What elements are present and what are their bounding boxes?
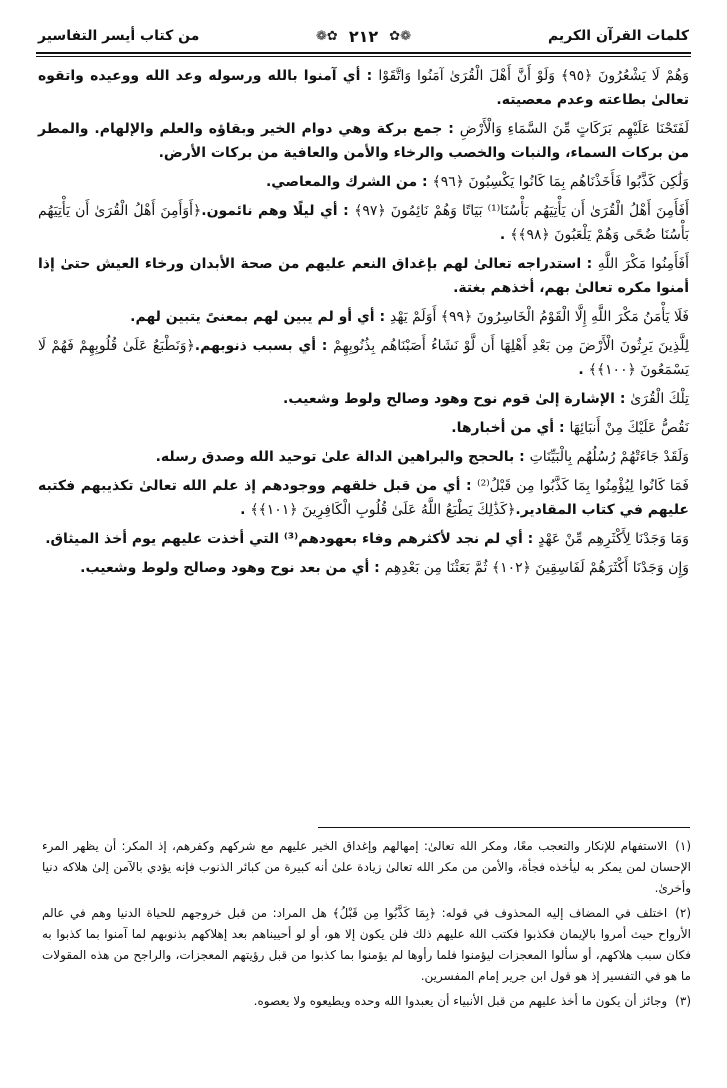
quran-phrase: لِلَّذِينَ يَرِثُونَ الْأَرْضَ مِن بَعْدِ أَهْلِهَا أَن لَّوْ نَشَاءُ أَصَبْنَاهُم بِذُنُوبِهِمْ bbox=[333, 338, 689, 354]
explanation: : أي ليلًا وهم نائمون. bbox=[201, 203, 355, 219]
quran-phrase: أَفَأَمِنَ أَهْلُ الْقُرَىٰ أَن يَأْتِيَهُم بَأْسُنَا⁽¹⁾ بَيَاتًا وَهُمْ نَائِمُونَ ﴿٩٧﴾ bbox=[354, 203, 689, 219]
quran-phrase: فَلَا يَأْمَنُ مَكْرَ اللَّهِ إِلَّا الْقَوْمُ الْخَاسِرُونَ ﴿٩٩﴾ أَوَلَمْ يَهْدِ bbox=[389, 309, 689, 325]
entry bbox=[38, 556, 689, 580]
entry bbox=[38, 387, 689, 411]
quran-phrase: نَقُصُّ عَلَيْكَ مِنْ أَنبَائِهَا bbox=[569, 420, 689, 436]
entry bbox=[38, 334, 689, 382]
entry bbox=[38, 305, 689, 329]
entry bbox=[38, 445, 689, 469]
footnote bbox=[42, 991, 691, 1012]
left-ornament-icon: ❁✿ bbox=[315, 29, 338, 44]
explanation: : أي لم نجد لأكثرهم وفاء بعهودهم⁽³⁾ التي أخذت عليهم يوم أخذ الميثاق. bbox=[45, 531, 539, 547]
quran-phrase: تِلْكَ الْقُرَىٰ bbox=[630, 391, 689, 407]
header-left-title: من كتاب أيسر التفاسير bbox=[38, 28, 200, 44]
quran-phrase: وَلَقَدْ جَاءَتْهُمْ رُسُلُهُم بِالْبَيِّنَاتِ bbox=[529, 449, 689, 465]
header-divider-thin bbox=[36, 56, 691, 57]
entry bbox=[38, 170, 689, 194]
quran-phrase-continued: ﴿كَذَٰلِكَ يَطْبَعُ اللَّهُ عَلَىٰ قُلُوبِ الْكَافِرِينَ ﴿١٠١﴾﴾ bbox=[250, 502, 516, 518]
page-number: ٢١٢ bbox=[348, 27, 379, 46]
explanation: : استدراجه تعالىٰ لهم بإغداق النعم عليهم من صحة الأبدان ورخاء العيش حتىٰ إذا أمنوا مكره تعالىٰ بهم، أخذهم بغتة. bbox=[38, 256, 689, 296]
explanation: : أي من بعد نوح وهود وصالح ولوط وشعيب. bbox=[80, 560, 385, 576]
entry bbox=[38, 252, 689, 300]
quran-phrase: أَفَأَمِنُوا مَكْرَ اللَّهِ bbox=[597, 256, 689, 272]
quran-phrase: وَإِن وَجَدْنَا أَكْثَرَهُمْ لَفَاسِقِينَ ﴿١٠٢﴾ ثُمَّ بَعَثْنَا مِن بَعْدِهِم bbox=[384, 560, 689, 576]
entry bbox=[38, 199, 689, 247]
footnote-number: (٢) bbox=[675, 906, 691, 920]
quran-phrase: وَلَٰكِن كَذَّبُوا فَأَخَذْنَاهُم بِمَا كَانُوا يَكْسِبُونَ ﴿٩٦﴾ bbox=[432, 174, 689, 190]
quran-phrase: فَمَا كَانُوا لِيُؤْمِنُوا بِمَا كَذَّبُوا مِن قَبْلُ⁽²⁾ bbox=[477, 478, 689, 494]
header-right-title: كلمات القرآن الكريم bbox=[547, 28, 689, 44]
right-ornament-icon: ✿❁ bbox=[389, 29, 412, 44]
quran-phrase-continued: ﴿وَنَطْبَعُ عَلَىٰ قُلُوبِهِمْ فَهُمْ لَا يَسْمَعُونَ ﴿١٠٠﴾﴾ bbox=[38, 338, 689, 378]
explanation: : الإشارة إلىٰ قوم نوح وهود وصالح ولوط وشعيب. bbox=[283, 391, 631, 407]
footnote-text: وجائز أن يكون ما أخذ عليهم من قبل الأنبياء أن يعبدوا الله وحده ويطيعوه ولا يعصوه. bbox=[253, 994, 668, 1008]
explanation-continued: . bbox=[578, 362, 589, 378]
quran-phrase: وَهُمْ لَا يَشْعُرُونَ ﴿٩٥﴾ وَلَوْ أَنَّ أَهْلَ الْقُرَىٰ آمَنُوا وَاتَّقَوْا bbox=[378, 68, 690, 84]
explanation: : أي آمنوا بالله ورسوله وعد الله ووعيده واتقوه تعالىٰ بطاعته وعدم معصيته. bbox=[38, 68, 689, 108]
main-text bbox=[38, 64, 689, 585]
explanation-continued: . bbox=[240, 502, 251, 518]
footnote-number: (٣) bbox=[675, 994, 691, 1008]
explanation: : من الشرك والمعاصي. bbox=[265, 174, 433, 190]
footnotes bbox=[42, 836, 691, 1016]
footnote bbox=[42, 836, 691, 899]
explanation: : أي من قبل خلقهم ووجودهم إذ علم الله تعالىٰ تكذيبهم فكتبه عليهم في كتاب المقادير. bbox=[38, 478, 689, 518]
entry bbox=[38, 527, 689, 551]
header-divider bbox=[36, 52, 691, 54]
footnote-text: الاستفهام للإنكار والتعجب معًا، ومكر الله تعالىٰ: إمهالهم وإغداق الخير عليهم مع شركهم وكفرهم، إذ المكر: أن يظهر المرء الإحسان لمن يمكر به ليأخذه فجأة، والأمن من مكر الله تعالىٰ زيادة علىٰ أنه كبيرة من كبائر الذنوب فإنه يؤدي بالآمن إلىٰ هلاكه دنيا وأخرىٰ. bbox=[42, 839, 691, 895]
explanation: : أي من أخبارها. bbox=[451, 420, 570, 436]
quran-phrase: وَمَا وَجَدْنَا لِأَكْثَرِهِم مِّنْ عَهْدٍ bbox=[538, 531, 689, 547]
explanation-continued: . bbox=[499, 227, 511, 243]
quran-phrase-continued: ﴿أَوَأَمِنَ أَهْلُ الْقُرَىٰ أَن يَأْتِيَهُم بَأْسُنَا ضُحًى وَهُمْ يَلْعَبُونَ ﴿٩٨﴾﴾ bbox=[38, 203, 689, 243]
explanation: : جمع بركة وهي دوام الخير وبقاؤه والعلم والإلهام. والمطر من بركات السماء، والنبات والخصب والرخاء والأمن والعافية من بركات الأرض. bbox=[38, 121, 689, 161]
entry bbox=[38, 416, 689, 440]
quran-phrase: لَفَتَحْنَا عَلَيْهِم بَرَكَاتٍ مِّنَ السَّمَاءِ وَالْأَرْضِ bbox=[459, 121, 689, 137]
explanation: : أي بسبب ذنوبهم. bbox=[194, 338, 334, 354]
page-header bbox=[38, 26, 689, 52]
entry bbox=[38, 64, 689, 112]
footnote-text: اختلف في المضاف إليه المحذوف في قوله: ﴿بِمَا كَذَّبُوا مِن قَبْلُ﴾ هل المراد: من قبل خروجهم للحياة الدنيا وهم في عالم الأرواح حيث أمروا بالإيمان فكذبوا فكتب الله عليهم ذلك فلن يكون إلا هو، أو لو أحييناهم بعد إهلاكهم بذنوبهم لما آمنوا بما كذبوا به فكان سبب هلاكهم، أو سألوا المعجزات ليؤمنوا فلما رأوها لم يؤمنوا بما كذبوا من قبل رؤيتهم المعجزات، والراجح من هذه المقولات ما هو في التفسير إذ هو قول ابن جرير إمام المفسرين. bbox=[42, 906, 691, 983]
footnote-number: (١) bbox=[675, 839, 691, 853]
footnote bbox=[42, 903, 691, 987]
explanation: : بالحجج والبراهين الدالة علىٰ توحيد الله وصدق رسله. bbox=[155, 449, 530, 465]
footnote-divider bbox=[318, 827, 690, 828]
entry bbox=[38, 117, 689, 165]
explanation: : أي أو لم يبين لهم بمعنىً يتبين لهم. bbox=[130, 309, 390, 325]
entry bbox=[38, 474, 689, 522]
